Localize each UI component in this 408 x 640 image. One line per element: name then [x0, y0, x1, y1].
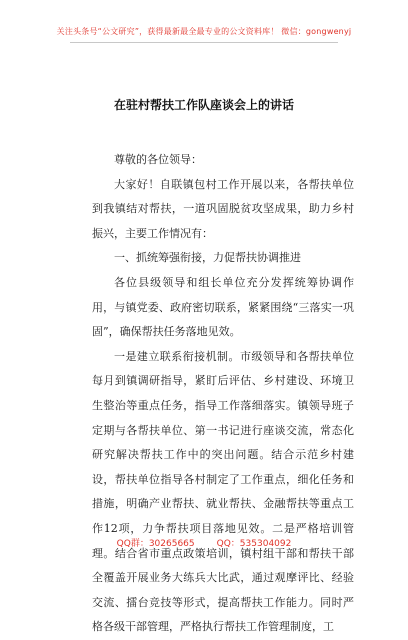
- footer-contacts: [0, 536, 408, 549]
- document-body: [92, 148, 354, 640]
- header-divider: [70, 42, 338, 43]
- salutation: 尊敬的各位领导：: [114, 153, 202, 166]
- body-paragraph: 各位县级领导和组长单位充分发挥统筹协调作用，与镇党委、政府密切联系，紧紧围绕“三落实一巩固”，确保帮扶任务落地见效。: [92, 275, 354, 339]
- footer-qq-group: QQ群：30265665: [116, 539, 195, 549]
- header-promo-note: 关注头条号“公文研究”，获得最新最全最专业的公文资料库！ 微信：gongwenyj: [56, 27, 352, 36]
- body-paragraph: 大家好！自联镇包村工作开展以来，各帮扶单位到我镇结对帮扶，一道巩固脱贫攻坚成果，助力乡村振兴，主要工作情况有：: [92, 177, 354, 240]
- document-title: 在驻村帮扶工作队座谈会上的讲话: [113, 98, 294, 112]
- body-paragraph: 一是建立联系衔接机制。市级领导和各帮扶单位每月到镇调研指导，紧盯后评估、乡村建设、环境卫生整治等重点任务，指导工作落细落实。镇领导班子定期与各帮扶单位、第一书记进行座谈交流，常态化研究解决帮扶工作中的突出问题。结合示范乡村建设，帮扶单位指导各村制定了工作重点，细化任务和措施，明确产业帮扶、就业帮扶、金融帮扶等重点工作12项，力争帮扶项目落地见效。二是严格培训管理。结合省市重点政策培训，镇村组干部和帮扶干部全覆盖开展业务大练兵大比武，通过观摩评比、经验交流、擂台竞技等形式，提高帮扶工作能力。同时严格各级干部管理，严格执行帮扶工作管理制度，工: [92, 349, 354, 634]
- footer-qq-number: QQ：535304092: [216, 539, 292, 549]
- section-heading: 一、抓统筹强衔接，力促帮扶协调推进: [114, 251, 301, 265]
